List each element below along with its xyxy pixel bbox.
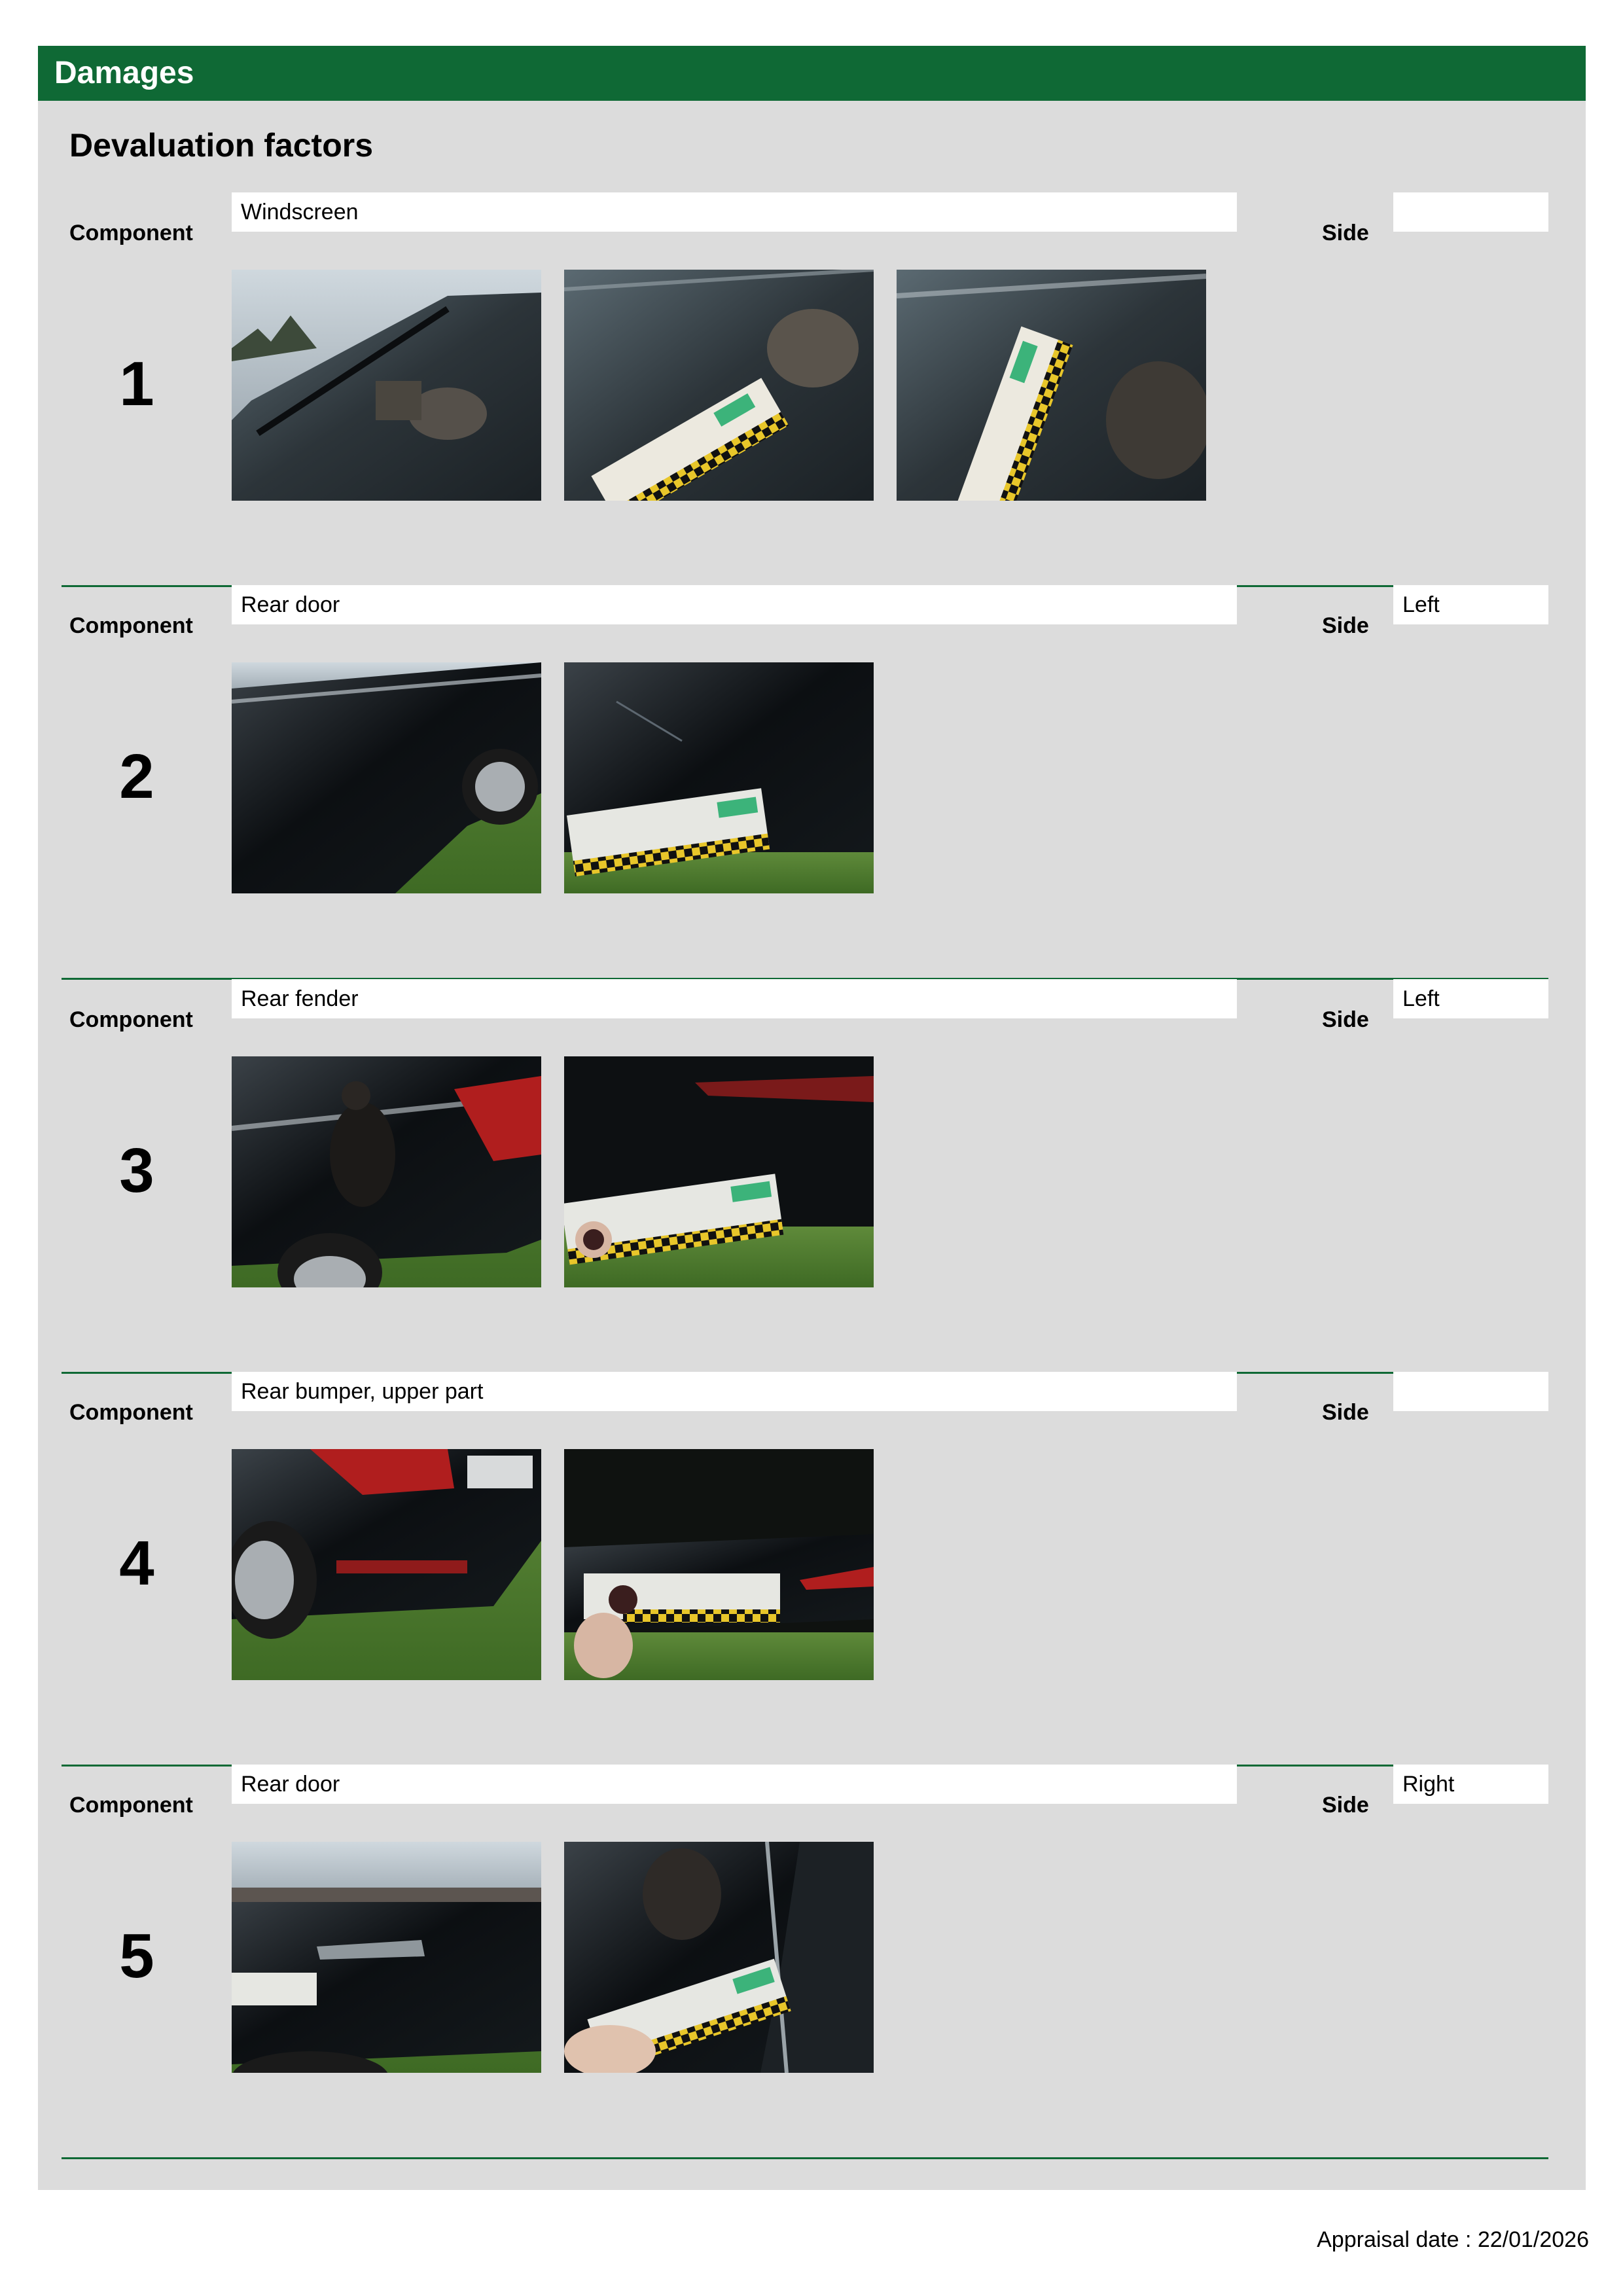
damage-number: 1 xyxy=(119,349,154,419)
side-field xyxy=(1393,1372,1548,1411)
devaluation-factors-title: Devaluation factors xyxy=(69,127,374,164)
damage-photo[interactable] xyxy=(232,270,541,501)
damage-entry xyxy=(62,979,1548,1374)
component-field: Rear fender xyxy=(232,979,1237,1018)
damage-photo[interactable] xyxy=(564,1449,874,1680)
component-field: Rear door xyxy=(232,1765,1237,1804)
damage-photo[interactable] xyxy=(232,1056,541,1287)
damage-number: 3 xyxy=(119,1136,154,1206)
damage-photo[interactable] xyxy=(897,270,1206,501)
damage-entry xyxy=(62,1765,1548,2159)
side-field: Left xyxy=(1393,979,1548,1018)
damage-number: 2 xyxy=(119,742,154,812)
section-header xyxy=(38,46,1586,101)
damage-photo[interactable] xyxy=(564,270,874,501)
side-field: Left xyxy=(1393,585,1548,624)
damage-number: 5 xyxy=(119,1921,154,1991)
section-header-title: Damages xyxy=(54,56,194,90)
side-label: Side xyxy=(1322,1400,1369,1425)
side-label: Side xyxy=(1322,613,1369,638)
damage-photo[interactable] xyxy=(232,1449,541,1680)
component-label: Component xyxy=(69,1400,193,1425)
appraisal-date: Appraisal date : 22/01/2026 xyxy=(1317,2227,1589,2252)
component-label: Component xyxy=(69,1793,193,1818)
component-field: Rear door xyxy=(232,585,1237,624)
side-field xyxy=(1393,192,1548,232)
component-label: Component xyxy=(69,221,193,245)
damages-panel xyxy=(38,101,1586,2190)
damage-photo[interactable] xyxy=(564,662,874,893)
component-label: Component xyxy=(69,1007,193,1032)
damage-number: 4 xyxy=(119,1528,154,1598)
damage-entry xyxy=(62,1372,1548,1767)
side-label: Side xyxy=(1322,1007,1369,1032)
side-field: Right xyxy=(1393,1765,1548,1804)
damage-photo[interactable] xyxy=(564,1842,874,2073)
damage-photo[interactable] xyxy=(564,1056,874,1287)
damage-photo[interactable] xyxy=(232,662,541,893)
component-label: Component xyxy=(69,613,193,638)
side-label: Side xyxy=(1322,221,1369,245)
component-field: Rear bumper, upper part xyxy=(232,1372,1237,1411)
damage-entry xyxy=(62,585,1548,980)
damage-photo[interactable] xyxy=(232,1842,541,2073)
component-field: Windscreen xyxy=(232,192,1237,232)
damage-entry xyxy=(62,192,1548,587)
side-label: Side xyxy=(1322,1793,1369,1818)
